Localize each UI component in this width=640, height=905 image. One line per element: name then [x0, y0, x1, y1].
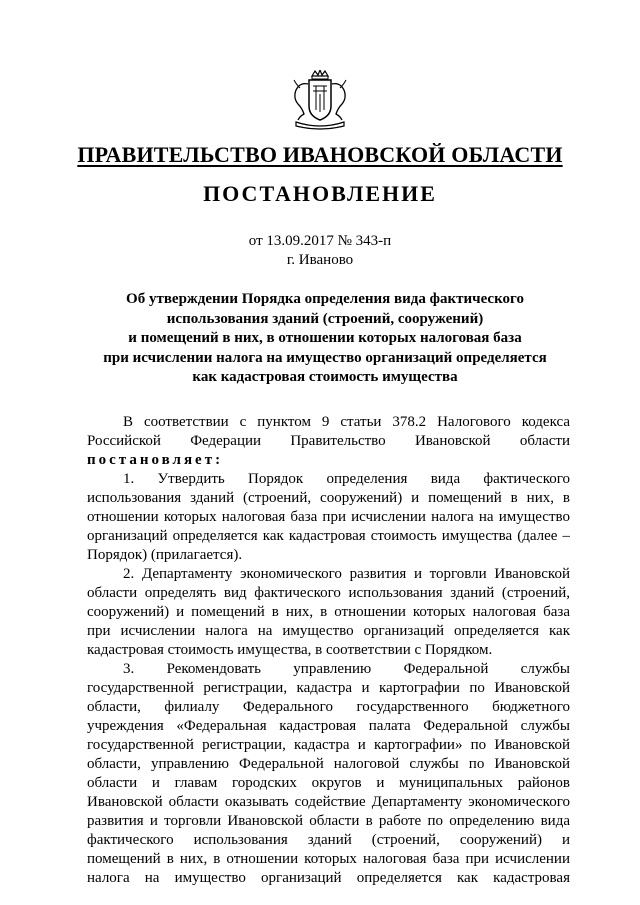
- body-line: 2. Департаменту экономического развития и торговли Ивановской: [123, 566, 570, 582]
- body-line: Ивановской области оказывать содействие Департаменту экономического: [87, 794, 570, 810]
- body-line: сооружений) и помещений в них, в отношении которых налоговая база: [87, 604, 570, 620]
- subject-line: Об утверждении Порядка определения вида фактического: [126, 291, 524, 307]
- document-type: ПОСТАНОВЛЕНИЕ: [203, 181, 437, 206]
- body-line: развития и торговли Ивановской области в работе по определению вида: [87, 813, 570, 829]
- city: г. Иваново: [286, 252, 354, 268]
- body-line: организаций определяется как кадастровая стоимость имущества (далее –: [87, 528, 570, 544]
- subject-line: при исчислении налога на имущество организаций определяется: [103, 349, 547, 366]
- document-body: [87, 413, 570, 888]
- subject-line: использования зданий (строений, сооружений): [166, 310, 484, 327]
- coat-of-arms-emblem: [290, 70, 350, 132]
- body-line: помещений в них, в отношении которых налоговая база при исчислении: [87, 851, 570, 867]
- body-line: области, филиалу Федерального государственного бюджетного: [87, 699, 570, 715]
- body-line: отношении которых налоговая база при исчислении налога на имущество: [87, 509, 570, 525]
- body-line-resolves: постановляет:: [87, 452, 224, 468]
- government-title: ПРАВИТЕЛЬСТВО ИВАНОВСКОЙ ОБЛАСТИ: [77, 142, 563, 167]
- body-line: государственной регистрации, кадастра и картографии по Ивановской: [87, 680, 570, 696]
- body-line: Российской Федерации Правительство Ивановской области: [87, 433, 570, 449]
- body-line: области, управлению Федеральной налоговой службы по Ивановской: [87, 756, 570, 772]
- body-line: 1. Утвердить Порядок определения вида фактического: [123, 471, 570, 487]
- subject-line: как кадастровая стоимость имущества: [192, 369, 458, 385]
- body-line: использования зданий (строений, сооружений) и помещений в них, в: [87, 490, 570, 506]
- subject-line: и помещений в них, в отношении которых налоговая база: [128, 330, 522, 346]
- body-line: государственной регистрации, кадастра и картографии» по Ивановской: [87, 737, 570, 753]
- body-line: Порядок) (прилагается).: [87, 547, 243, 563]
- document-subject: [80, 290, 570, 388]
- body-line: 3. Рекомендовать управлению Федеральной службы: [123, 661, 570, 677]
- body-line: области определять вид фактического использования зданий (строений,: [87, 585, 570, 601]
- body-line: В соответствии с пунктом 9 статьи 378.2 Налогового кодекса: [123, 414, 570, 430]
- body-line: кадастровая стоимость имущества, в соответствии с Порядком.: [87, 642, 493, 658]
- body-line: налога на имущество организаций определяется как кадастровая: [87, 870, 570, 886]
- date-number: от 13.09.2017 № 343-п: [248, 233, 392, 249]
- document-meta: [0, 232, 640, 270]
- body-line: фактического использования зданий (строений, сооружений) и: [87, 832, 570, 848]
- body-line: при исчислении налога на имущество организаций определяется как: [87, 623, 570, 639]
- body-line: области и главам городских округов и муниципальных районов: [87, 775, 570, 791]
- body-line: учреждения «Федеральная кадастровая палата Федеральной службы: [87, 718, 570, 734]
